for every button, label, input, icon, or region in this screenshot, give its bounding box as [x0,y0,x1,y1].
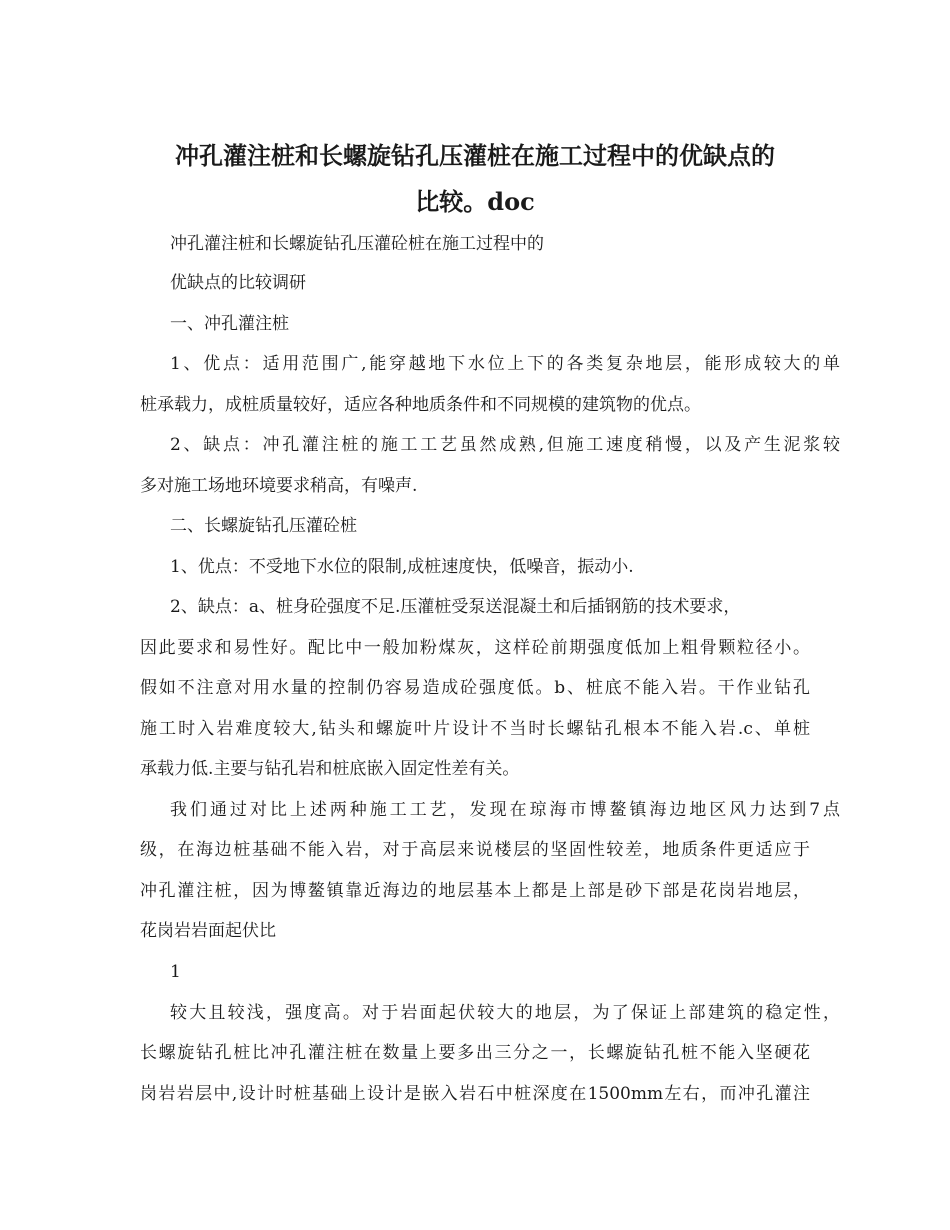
page-number: 1 [170,962,181,982]
paragraph-line: 承载力低.主要与钻孔岩和桩底嵌入固定性差有关。 [140,759,520,779]
paragraph-line: 我们通过对比上述两种施工工艺，发现在琼海市博鳌镇海边地区风力达到7点 [170,800,840,820]
paragraph-line: 施工时入岩难度较大,钻头和螺旋叶片设计不当时长螺钻孔根本不能入岩.c、单桩 [140,719,810,739]
title-line-1: 冲孔灌注桩和长螺旋钻孔压灌桩在施工过程中的优缺点的 [175,141,775,170]
document-title [140,133,810,225]
section-heading-1: 一、冲孔灌注桩 [170,314,289,334]
paragraph-line: 冲孔灌注桩，因为博鳌镇靠近海边的地层基本上都是上部是砂下部是花岗岩地层， [140,881,810,901]
paragraph-line: 花岗岩岩面起伏比 [140,921,276,941]
section-heading-2: 二、长螺旋钻孔压灌砼桩 [170,516,357,536]
paragraph-line: 假如不注意对用水量的控制仍容易造成砼强度低。b、桩底不能入岩。干作业钻孔 [140,678,810,698]
paragraph-line: 岗岩岩层中,设计时桩基础上设计是嵌入岩石中桩深度在1500mm左右，而冲孔灌注 [140,1084,810,1104]
title-line-2: 比较。doc [415,187,535,216]
paragraph-line: 长螺旋钻孔桩比冲孔灌注桩在数量上要多出三分之一，长螺旋钻孔桩不能入坚硬花 [140,1043,810,1063]
subtitle-line-1: 冲孔灌注桩和长螺旋钻孔压灌砼桩在施工过程中的 [170,234,544,254]
paragraph-line: 1、优点：适用范围广,能穿越地下水位上下的各类复杂地层，能形成较大的单 [170,354,840,374]
paragraph-line: 级，在海边桩基础不能入岩，对于高层来说楼层的坚固性较差，地质条件更适应于 [140,840,810,860]
paragraph-line: 2、缺点：a、桩身砼强度不足.压灌桩受泵送混凝土和后插钢筋的技术要求， [170,597,741,617]
paragraph-line: 多对施工场地环境要求稍高，有噪声. [140,476,418,496]
paragraph-line: 因此要求和易性好。配比中一般加粉煤灰，这样砼前期强度低加上粗骨颗粒径小。 [140,638,810,658]
paragraph-line: 较大且较浅，强度高。对于岩面起伏较大的地层，为了保证上部建筑的稳定性， [170,1003,840,1023]
paragraph-line: 桩承载力，成桩质量较好，适应各种地质条件和不同规模的建筑物的优点。 [140,395,701,415]
paragraph-line: 1、优点：不受地下水位的限制,成桩速度快，低噪音，振动小. [170,557,634,577]
paragraph-line: 2、缺点：冲孔灌注桩的施工工艺虽然成熟,但施工速度稍慢，以及产生泥浆较 [170,435,840,455]
subtitle-line-2: 优缺点的比较调研 [170,273,306,293]
